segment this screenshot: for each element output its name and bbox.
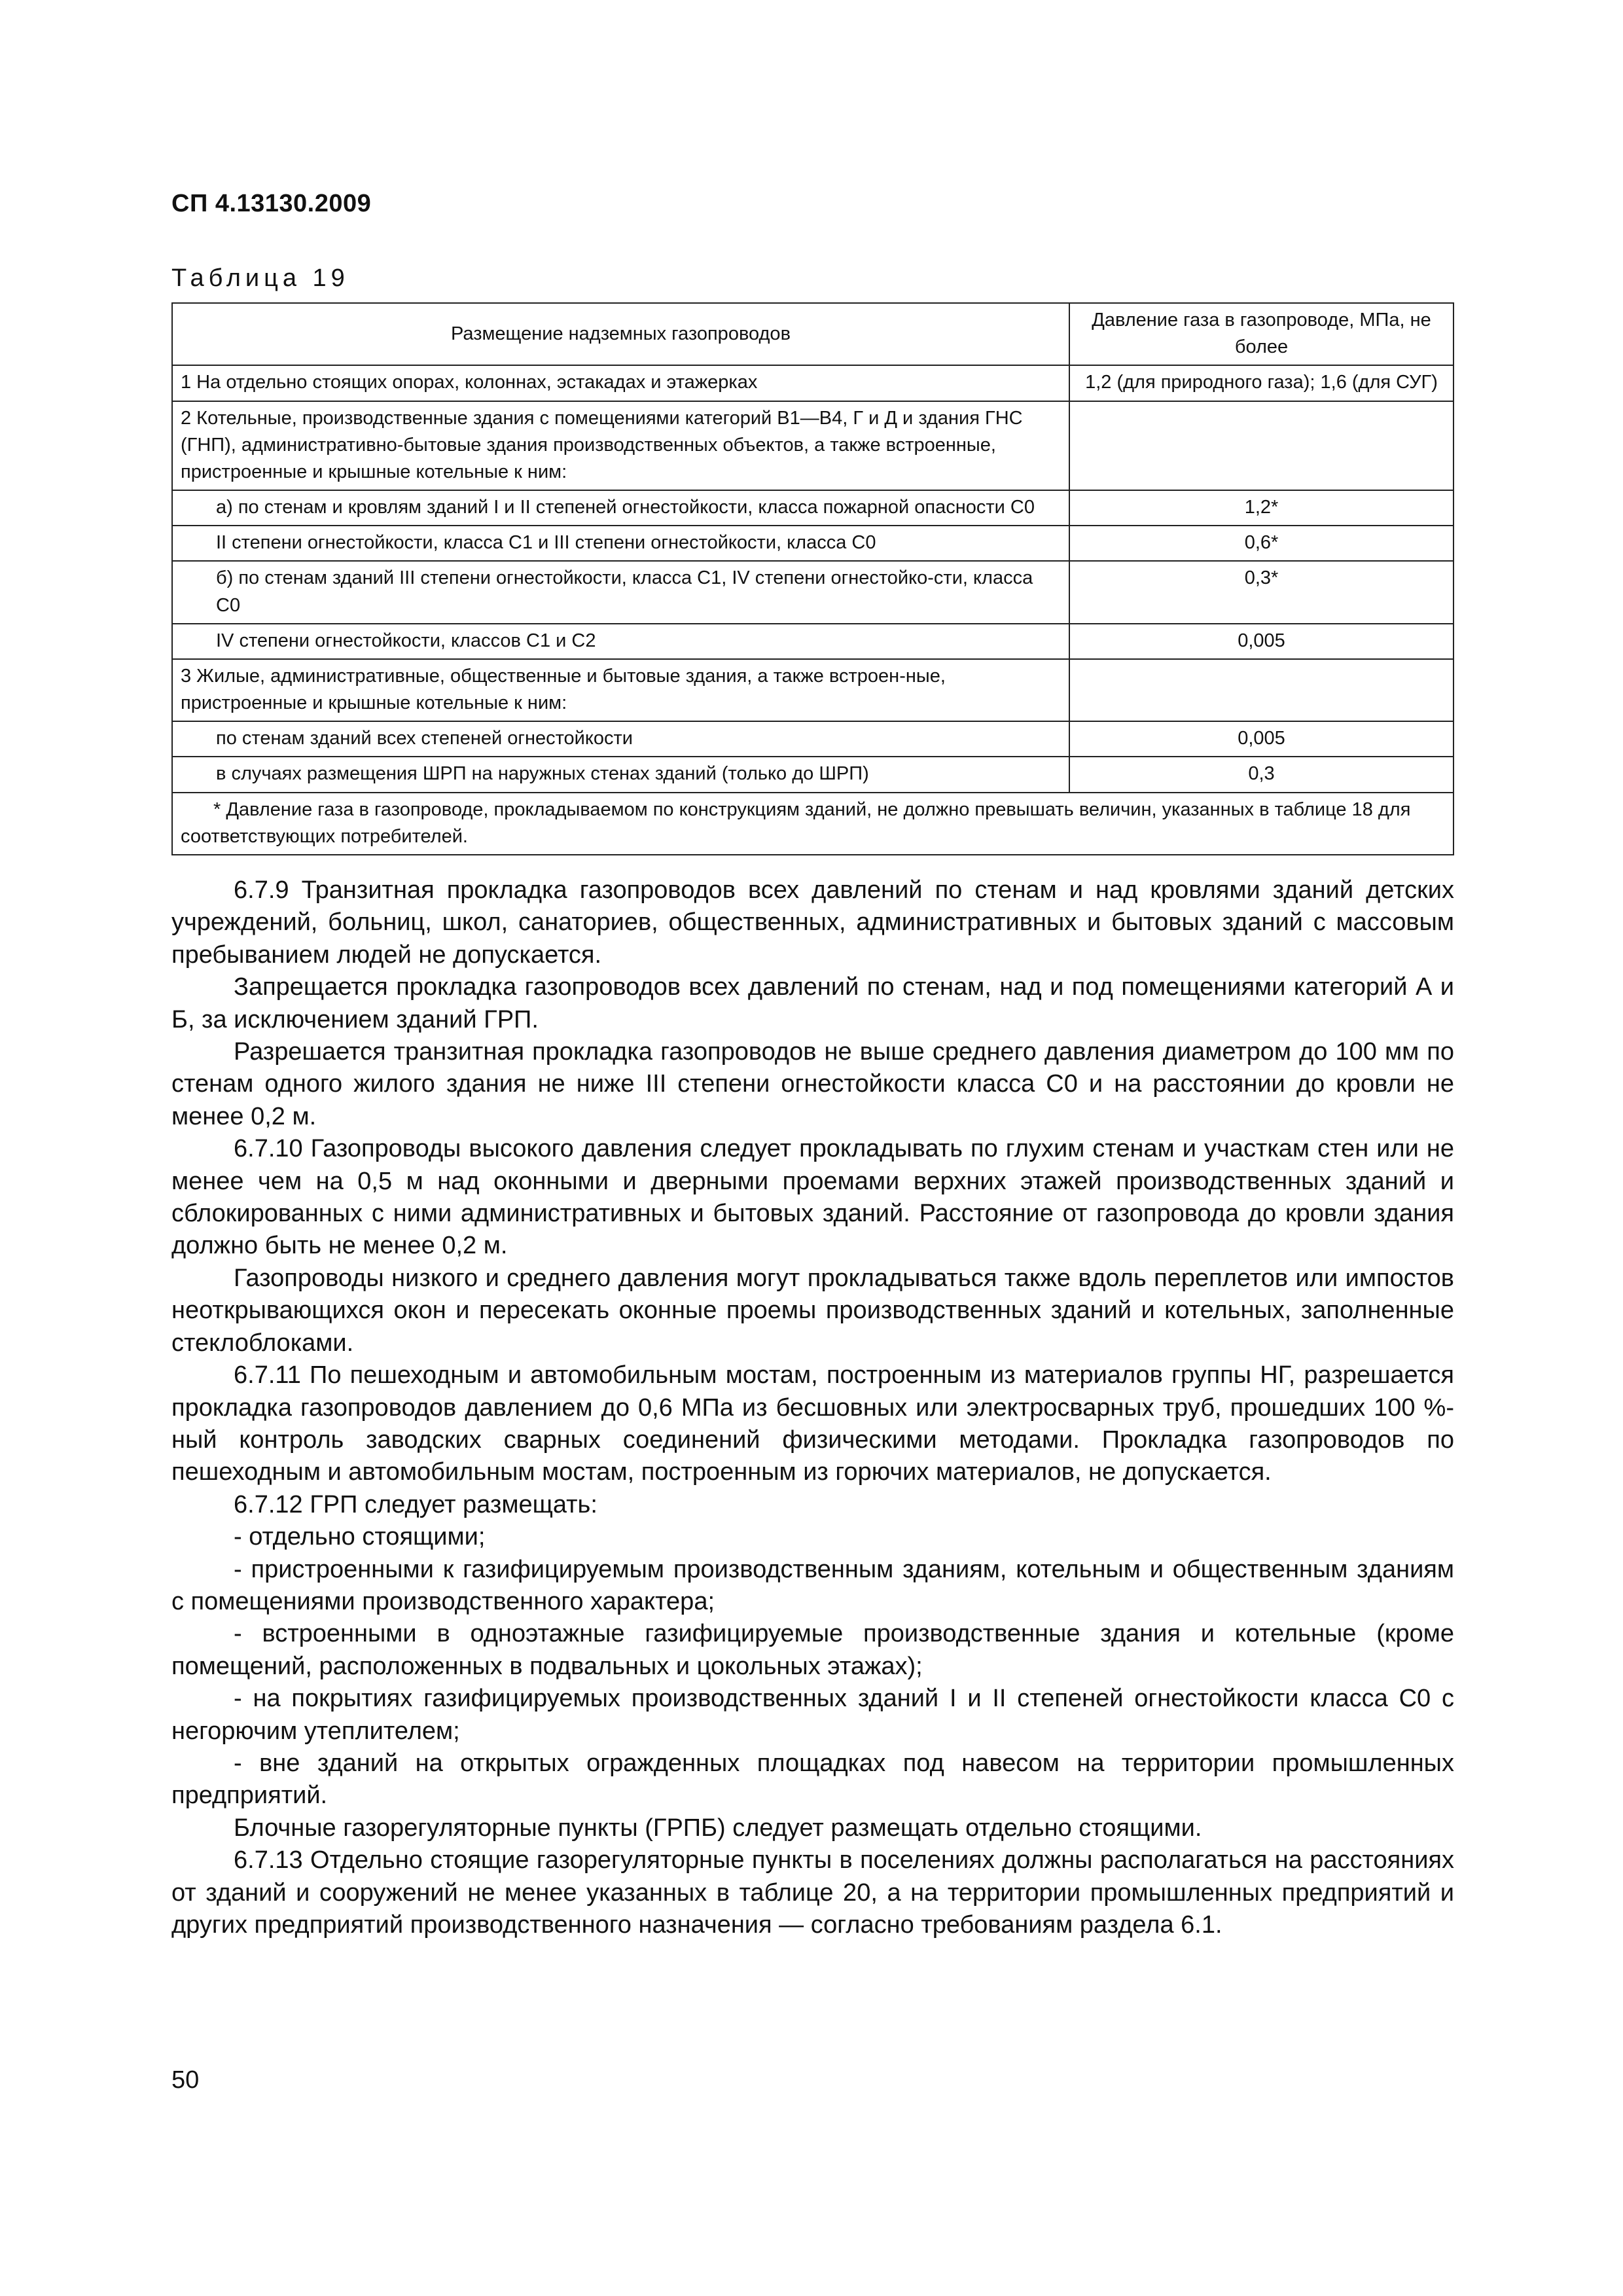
paragraph: 6.7.11 По пешеходным и автомобильным мостам, построенным из материалов группы НГ, разрешается прокладка газопроводов давлением до 0,6 МПа из бесшовных или электросварных труб, прошедших 100 %-ный контроль заводских сварных соединений физическими методами. Прокладка газопроводов по пешеходным и автомобильным мостам, построенным из горючих материалов, не допускается. xyxy=(171,1361,1454,1486)
table-footnote-row xyxy=(172,793,1454,855)
row-text: II степени огнестойкости, класса С1 и III степени огнестойкости, класса С0 xyxy=(172,526,1069,561)
table-row xyxy=(172,526,1454,561)
row-value: 0,3 xyxy=(1069,757,1454,792)
row-text: в случаях размещения ШРП на наружных стенах зданий (только до ШРП) xyxy=(172,757,1069,792)
table-row xyxy=(172,624,1454,659)
list-item: - вне зданий на открытых огражденных площадках под навесом на территории промышленных предприятий. xyxy=(171,1749,1454,1810)
paragraph: 6.7.13 Отдельно стоящие газорегуляторные пункты в поселениях должны располагаться на расстояниях от зданий и сооружений не менее указанных в таблице 20, а на территории промышленных предприятий и других предприятий производственного назначения — согласно требованиям раздела 6.1. xyxy=(171,1846,1454,1939)
table-row xyxy=(172,401,1454,491)
row-value xyxy=(1069,659,1454,721)
row-text: 2 Котельные, производственные здания с помещениями категорий В1—В4, Г и Д и здания ГНС (ГНП), административно-бытовые здания производственных объектов, а также встроенные, пристроенные и крышные котельные к ним: xyxy=(172,401,1069,491)
table-footnote: * Давление газа в газопроводе, прокладываемом по конструкциям зданий, не должно превышать величин, указанных в таблице 18 для соответствующих потребителей. xyxy=(172,793,1454,855)
row-text: а) по стенам и кровлям зданий I и II степеней огнестойкости, класса пожарной опасности С0 xyxy=(172,490,1069,526)
row-value: 0,3* xyxy=(1069,561,1454,623)
row-value: 1,2 (для природного газа); 1,6 (для СУГ) xyxy=(1069,365,1454,401)
row-text: 1 На отдельно стоящих опорах, колоннах, эстакадах и этажерках xyxy=(172,365,1069,401)
table-row xyxy=(172,490,1454,526)
page-number: 50 xyxy=(171,2066,200,2094)
row-value: 1,2* xyxy=(1069,490,1454,526)
list-item: - пристроенными к газифицируемым производственным зданиям, котельным и общественным зданиям с помещениями производственного характера; xyxy=(171,1555,1454,1615)
list-item: - на покрытиях газифицируемых производственных зданий I и II степеней огнестойкости класса С0 с негорючим утеплителем; xyxy=(171,1685,1454,1745)
paragraph: Запрещается прокладка газопроводов всех давлений по стенам, над и под помещениями категорий А и Б, за исключением зданий ГРП. xyxy=(171,973,1454,1033)
pressure-table xyxy=(171,302,1454,855)
paragraph: Газопроводы низкого и среднего давления могут прокладываться также вдоль переплетов или импостов неоткрывающихся окон и пересекать оконные проемы производственных зданий и котельных, заполненные стеклоблоками. xyxy=(171,1264,1454,1357)
table-row xyxy=(172,561,1454,623)
paragraph: 6.7.9 Транзитная прокладка газопроводов всех давлений по стенам и над кровлями зданий детских учреждений, больниц, школ, санаториев, общественных, административных и бытовых зданий с массовым пребыванием людей не допускается. xyxy=(171,876,1454,969)
body-text xyxy=(171,874,1454,1941)
paragraph: 6.7.10 Газопроводы высокого давления следует прокладывать по глухим стенам и участкам стен или не менее чем на 0,5 м над оконными и дверными проемами верхних этажей производственных зданий и сблокированных с ними административных и бытовых зданий. Расстояние от газопровода до кровли здания должно быть не менее 0,2 м. xyxy=(171,1135,1454,1260)
table-row xyxy=(172,659,1454,721)
row-value: 0,005 xyxy=(1069,721,1454,757)
document-code: СП 4.13130.2009 xyxy=(171,190,372,217)
row-text: 3 Жилые, административные, общественные и бытовые здания, а также встроен-ные, пристроенные и крышные котельные к ним: xyxy=(172,659,1069,721)
list-item: - отдельно стоящими; xyxy=(234,1523,486,1551)
column-header-placement: Размещение надземных газопроводов xyxy=(172,303,1069,365)
row-value xyxy=(1069,401,1454,491)
table-row xyxy=(172,365,1454,401)
paragraph: 6.7.12 ГРП следует размещать: xyxy=(234,1490,597,1518)
table-header-row xyxy=(172,303,1454,365)
table-row xyxy=(172,721,1454,757)
row-text: IV степени огнестойкости, классов С1 и С2 xyxy=(172,624,1069,659)
column-header-pressure: Давление газа в газопроводе, МПа, не более xyxy=(1069,303,1454,365)
row-value: 0,005 xyxy=(1069,624,1454,659)
table-row xyxy=(172,757,1454,792)
table-caption: Таблица 19 xyxy=(171,264,349,292)
paragraph: Блочные газорегуляторные пункты (ГРПБ) следует размещать отдельно стоящими. xyxy=(234,1814,1202,1842)
row-value: 0,6* xyxy=(1069,526,1454,561)
list-item: - встроенными в одноэтажные газифицируемые производственные здания и котельные (кроме помещений, расположенных в подвальных и цокольных этажах); xyxy=(171,1620,1454,1680)
row-text: б) по стенам зданий III степени огнестойкости, класса С1, IV степени огнестойко-сти, класса С0 xyxy=(172,561,1069,623)
paragraph: Разрешается транзитная прокладка газопроводов не выше среднего давления диаметром до 100 мм по стенам одного жилого здания не ниже III степени огнестойкости класса С0 и на расстоянии до кровли не менее 0,2 м. xyxy=(171,1038,1454,1130)
row-text: по стенам зданий всех степеней огнестойкости xyxy=(172,721,1069,757)
